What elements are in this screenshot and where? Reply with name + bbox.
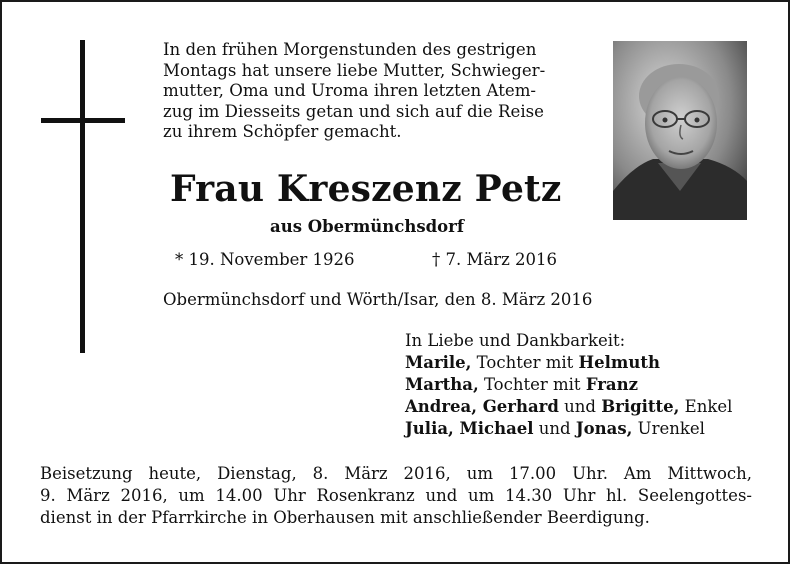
birth-date: * 19. November 1926 xyxy=(175,250,355,269)
burial-notice xyxy=(40,463,752,529)
portrait-photo-image xyxy=(613,41,747,220)
intro-line: zug im Diesseits getan und sich auf die Reise xyxy=(163,101,544,121)
place-and-date: Obermünchsdorf und Wörth/Isar, den 8. März 2016 xyxy=(163,290,593,309)
mourner-name: Andrea, Gerhard xyxy=(405,397,559,416)
mourner-line xyxy=(405,352,732,374)
cross-icon xyxy=(80,40,85,353)
cross-icon-bar xyxy=(41,118,125,123)
intro-line: zu ihrem Schöpfer gemacht. xyxy=(163,122,402,141)
origin-town: aus Obermünchsdorf xyxy=(270,217,464,236)
mourner-name: Jonas, xyxy=(575,419,633,438)
death-date: † 7. März 2016 xyxy=(432,250,558,269)
mourner-line xyxy=(405,418,732,440)
mourner-relation: und xyxy=(533,419,576,438)
mourner-relation: Tochter mit xyxy=(478,375,586,394)
mourner-name: Julia, Michael xyxy=(405,419,534,438)
mourner-line xyxy=(405,374,732,396)
burial-line: Beisetzung heute, Dienstag, 8. März 2016, um 17.00 Uhr. Am Mittwoch, xyxy=(40,464,752,483)
mourner-name: Brigitte, xyxy=(601,397,680,416)
mourner-relation: Tochter mit xyxy=(471,353,579,372)
deceased-name: Frau Kreszenz Petz xyxy=(170,168,562,210)
intro-line: Montags hat unsere liebe Mutter, Schwieger- xyxy=(163,60,546,80)
mourners-list xyxy=(405,330,732,440)
mourner-relation: Urenkel xyxy=(632,419,705,438)
burial-line: dienst in der Pfarrkirche in Oberhausen mit anschließender Beerdigung. xyxy=(40,508,650,527)
intro-line: mutter, Oma und Uroma ihren letzten Atem- xyxy=(163,81,537,100)
intro-line: In den frühen Morgenstunden des gestrigen xyxy=(163,40,537,59)
mourner-name: Helmuth xyxy=(578,353,660,372)
portrait-photo xyxy=(613,41,747,220)
burial-line: 9. März 2016, um 14.00 Uhr Rosenkranz und um 14.30 Uhr hl. Seelengottes- xyxy=(40,486,752,505)
intro-text xyxy=(163,40,583,143)
mourner-name: Franz xyxy=(585,375,638,394)
mourner-name: Martha, xyxy=(405,375,479,394)
mourner-line xyxy=(405,396,732,418)
mourner-name: Marile, xyxy=(405,353,472,372)
mourners-heading: In Liebe und Dankbarkeit: xyxy=(405,331,626,350)
mourner-relation: Enkel xyxy=(679,397,733,416)
mourner-relation: und xyxy=(558,397,602,416)
